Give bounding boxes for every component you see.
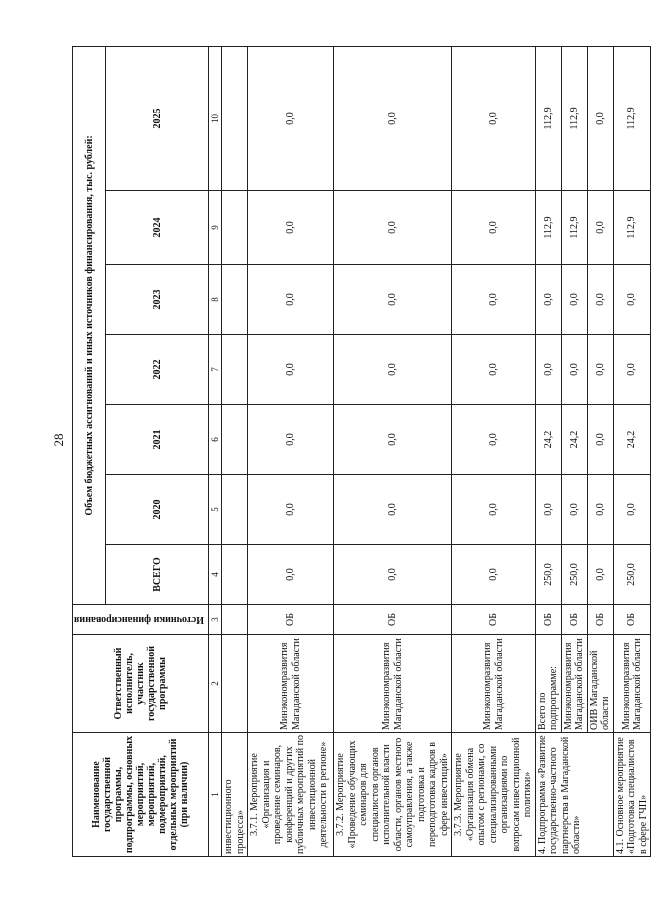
row-value: 112,9 [535, 191, 561, 265]
row-value: 0,0 [587, 405, 613, 475]
table-row [613, 46, 651, 856]
row-value: 0,0 [587, 265, 613, 335]
row-source: ОБ [452, 605, 536, 635]
row-value: 0,0 [248, 265, 334, 335]
column-number: 3 [208, 605, 221, 635]
row-source: ОБ [561, 605, 587, 635]
row-value: 0,0 [248, 191, 334, 265]
row-value: 0,0 [613, 475, 651, 545]
column-number: 4 [208, 545, 221, 605]
row-value: 250,0 [561, 545, 587, 605]
row-value: 112,9 [561, 46, 587, 190]
row-name: 3.7.3. Мероприятие «Организация обмена опытом с регионами, со специализированными организациями по вопросам инвестиционной политики» [452, 733, 536, 857]
row-name: 3.7.1. Мероприятие «Организация и проведение семинаров, конференций и других публичных мероприятий по инвестиционной деятельности в регионе» [248, 733, 334, 857]
row-responsible: Всего по подпрограмме: [535, 635, 561, 733]
table-row [452, 46, 536, 856]
row-value: 0,0 [452, 545, 536, 605]
column-number-row [208, 46, 221, 856]
row-value: 0,0 [535, 265, 561, 335]
rotated-table-container [72, 47, 649, 857]
row-responsible [222, 635, 248, 733]
row-value: 0,0 [452, 46, 536, 190]
row-responsible: Минэкономразвития Магаданской области [452, 635, 536, 733]
row-value: 250,0 [613, 545, 651, 605]
row-value: 0,0 [334, 405, 452, 475]
row-source [222, 605, 248, 635]
row-value: 0,0 [334, 545, 452, 605]
row-responsible: Минэкономразвития Магаданской области [561, 635, 587, 733]
row-responsible: Минэкономразвития Магаданской области [613, 635, 651, 733]
row-value: 0,0 [334, 475, 452, 545]
column-number: 2 [208, 635, 221, 733]
row-value: 0,0 [334, 335, 452, 405]
header-name: Наименование государственной программы, подпрограммы, основных мероприятий, мероприятий, подмероприятий, отдельных мероприятий (при наличии) [73, 733, 209, 857]
row-value: 112,9 [561, 191, 587, 265]
row-value: 0,0 [561, 265, 587, 335]
row-value: 0,0 [535, 335, 561, 405]
row-value: 0,0 [613, 335, 651, 405]
row-value: 0,0 [452, 191, 536, 265]
row-value [222, 405, 248, 475]
header-year-2024: 2024 [106, 191, 209, 265]
row-source: ОБ [613, 605, 651, 635]
header-year-2021: 2021 [106, 405, 209, 475]
header-year-total: ВСЕГО [106, 545, 209, 605]
row-responsible: Минэкономразвития Магаданской области [334, 635, 452, 733]
row-value: 0,0 [248, 475, 334, 545]
row-value: 0,0 [587, 335, 613, 405]
column-number: 9 [208, 191, 221, 265]
row-value: 0,0 [452, 265, 536, 335]
row-value: 0,0 [561, 335, 587, 405]
column-number: 8 [208, 265, 221, 335]
row-value: 0,0 [334, 46, 452, 190]
row-value: 112,9 [613, 191, 651, 265]
row-value: 0,0 [535, 475, 561, 545]
row-value: 0,0 [561, 475, 587, 545]
row-value: 0,0 [587, 545, 613, 605]
page-number: 28 [51, 433, 66, 447]
column-number: 6 [208, 405, 221, 475]
column-number: 7 [208, 335, 221, 405]
header-volume: Объем бюджетных ассигнований и иных источников финансирования, тыс. рублей: [73, 46, 106, 604]
row-name: 4.1. Основное мероприятие «Подготовка специалистов в сфере ГЧП» [613, 733, 651, 857]
header-year-2025: 2025 [106, 46, 209, 190]
column-number: 1 [208, 733, 221, 857]
table-row [248, 46, 334, 856]
header-row-1 [73, 46, 106, 856]
row-value [222, 545, 248, 605]
row-name: 3.7.2. Мероприятие «Проведение обучающих семинаров для специалистов органов исполнительной власти области, органов местного самоуправления, а также подготовка и переподготовка кадров в сфере инвестиций» [334, 733, 452, 857]
row-value: 0,0 [248, 405, 334, 475]
row-value [222, 265, 248, 335]
row-responsible: ОИВ Магаданской области [587, 635, 613, 733]
row-value: 24,2 [561, 405, 587, 475]
row-source: ОБ [535, 605, 561, 635]
row-source: ОБ [587, 605, 613, 635]
row-value: 0,0 [587, 475, 613, 545]
table-row [334, 46, 452, 856]
row-value: 0,0 [613, 265, 651, 335]
row-value: 0,0 [587, 191, 613, 265]
row-value: 0,0 [334, 265, 452, 335]
row-source: ОБ [248, 605, 334, 635]
column-number: 5 [208, 475, 221, 545]
row-value: 24,2 [613, 405, 651, 475]
row-value: 0,0 [248, 335, 334, 405]
row-value: 112,9 [613, 46, 651, 190]
row-value: 0,0 [248, 46, 334, 190]
row-value [222, 335, 248, 405]
row-value: 0,0 [452, 335, 536, 405]
row-value [222, 46, 248, 190]
row-value: 24,2 [535, 405, 561, 475]
row-value: 0,0 [452, 405, 536, 475]
row-value [222, 475, 248, 545]
header-responsible: Ответственный исполнитель, участник государственной программы [73, 635, 209, 733]
row-value [222, 191, 248, 265]
column-number: 10 [208, 46, 221, 190]
header-year-2023: 2023 [106, 265, 209, 335]
row-value: 0,0 [334, 191, 452, 265]
row-value: 0,0 [248, 545, 334, 605]
subprogram-total-row [535, 46, 561, 856]
row-value: 250,0 [535, 545, 561, 605]
budget-table [72, 46, 651, 857]
row-name: инвестиционного процесса» [222, 733, 248, 857]
header-year-2022: 2022 [106, 335, 209, 405]
row-value: 0,0 [452, 475, 536, 545]
table-row [222, 46, 248, 856]
header-source: Источники финансирования [73, 605, 209, 635]
row-value: 112,9 [535, 46, 561, 190]
row-responsible: Минэкономразвития Магаданской области [248, 635, 334, 733]
header-year-2020: 2020 [106, 475, 209, 545]
row-source: ОБ [334, 605, 452, 635]
subprogram-name: 4. Подпрограмма «Развитие государственно-частного партнерства в Магаданской области» [535, 733, 613, 857]
row-value: 0,0 [587, 46, 613, 190]
